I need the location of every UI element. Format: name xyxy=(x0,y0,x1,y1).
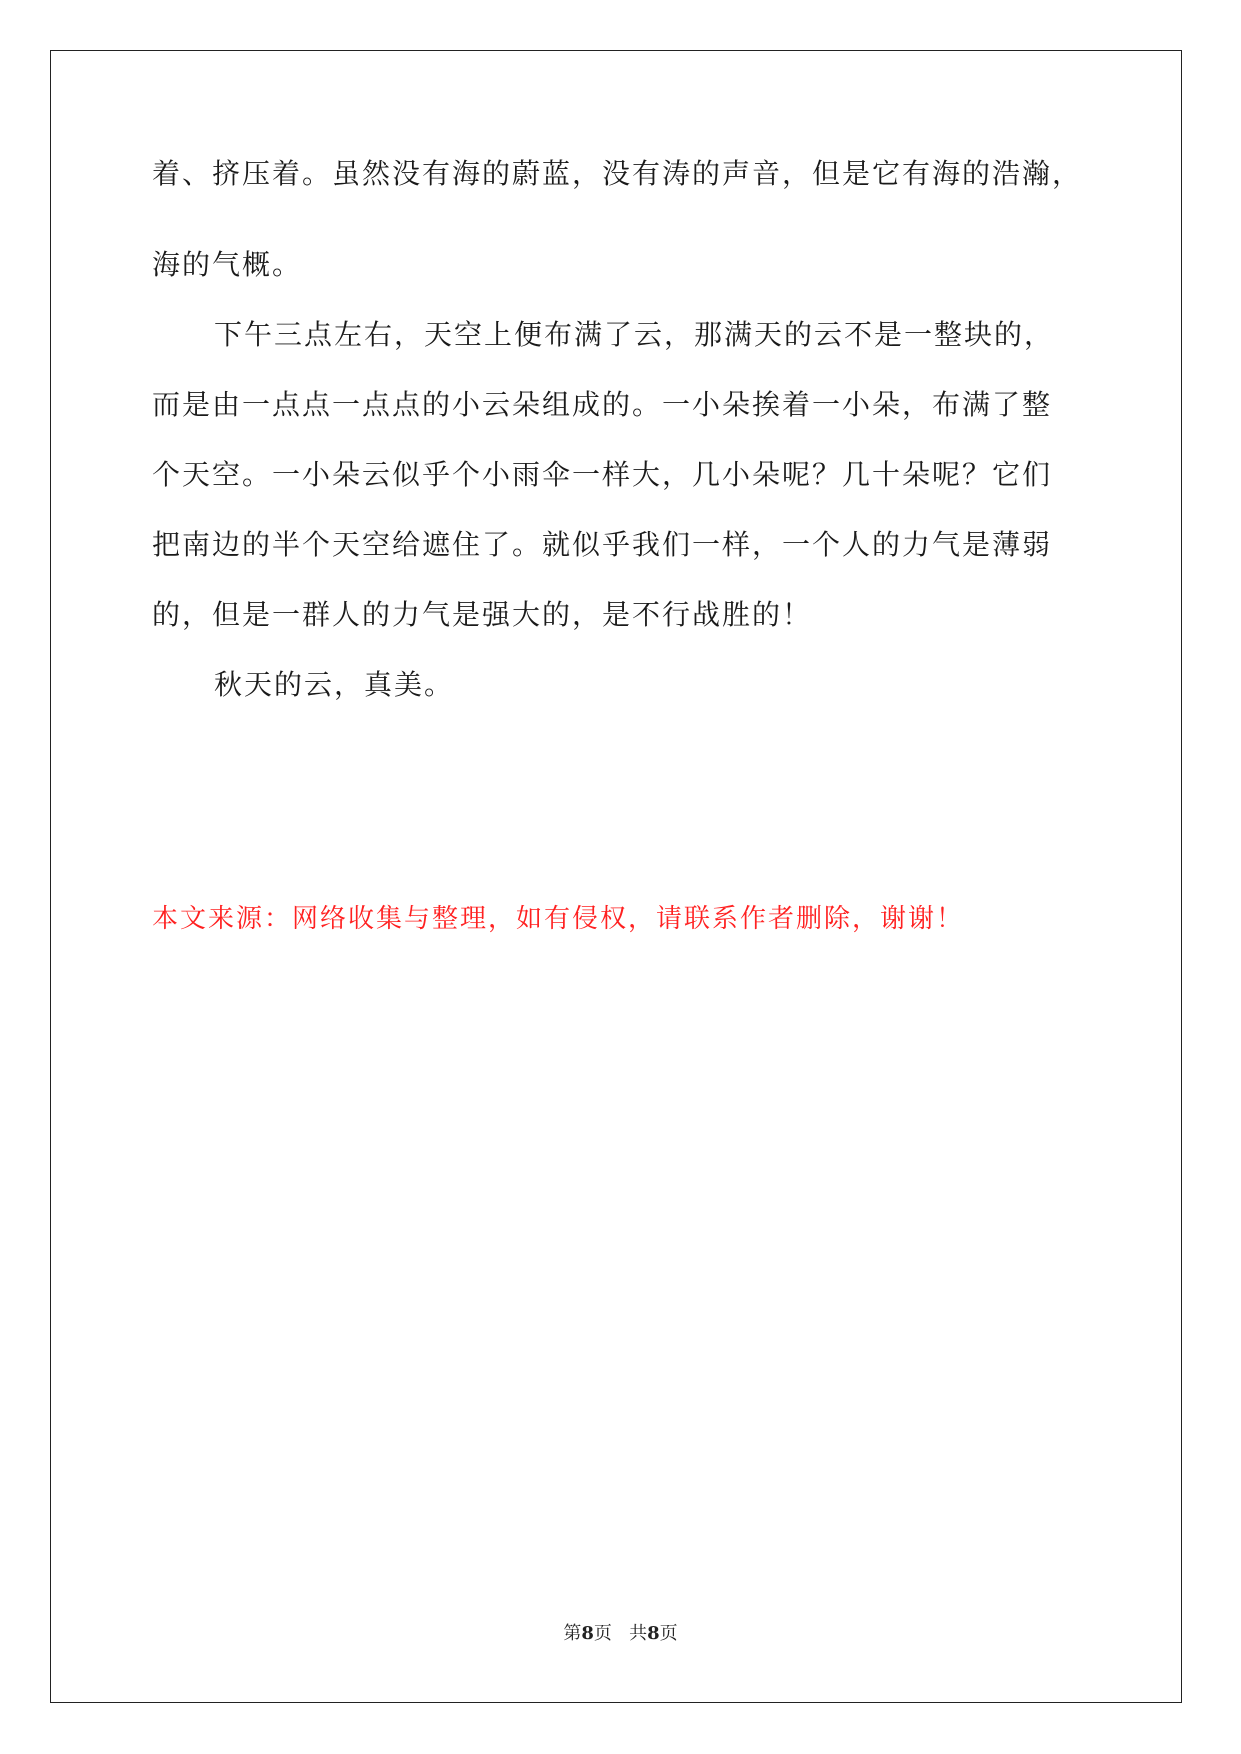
paragraph-line: 的，但是一群人的力气是强大的，是不行战胜的！ xyxy=(152,598,813,631)
document-body xyxy=(152,157,1092,720)
paragraph-line: 把南边的半个天空给遮住了。就似乎我们一样，一个人的力气是薄弱 xyxy=(152,528,1053,561)
paragraph-line: 海的气概。 xyxy=(152,248,303,281)
page-suffix: 页 xyxy=(593,1623,612,1644)
page-prefix: 第 xyxy=(563,1623,582,1644)
source-note: 本文来源：网络收集与整理，如有侵权，请联系作者删除，谢谢！ xyxy=(152,904,965,934)
paragraph-line: 个天空。一小朵云似乎个小雨伞一样大，几小朵呢？几十朵呢？它们 xyxy=(152,458,1053,491)
total-page-count: 8 xyxy=(647,1623,660,1644)
paragraph-line: 着、挤压着。虽然没有海的蔚蓝，没有涛的声音，但是它有海的浩瀚， xyxy=(152,157,1083,190)
page-footer xyxy=(0,1619,1241,1645)
paragraph-line: 下午三点左右，天空上便布满了云，那满天的云不是一整块的， xyxy=(214,318,1055,351)
total-suffix: 页 xyxy=(659,1623,678,1644)
paragraph-line: 而是由一点点一点点的小云朵组成的。一小朵挨着一小朵，布满了整 xyxy=(152,388,1053,421)
total-prefix: 共 xyxy=(629,1623,648,1644)
paragraph-line: 秋天的云，真美。 xyxy=(214,668,455,701)
current-page-number: 8 xyxy=(581,1623,594,1644)
